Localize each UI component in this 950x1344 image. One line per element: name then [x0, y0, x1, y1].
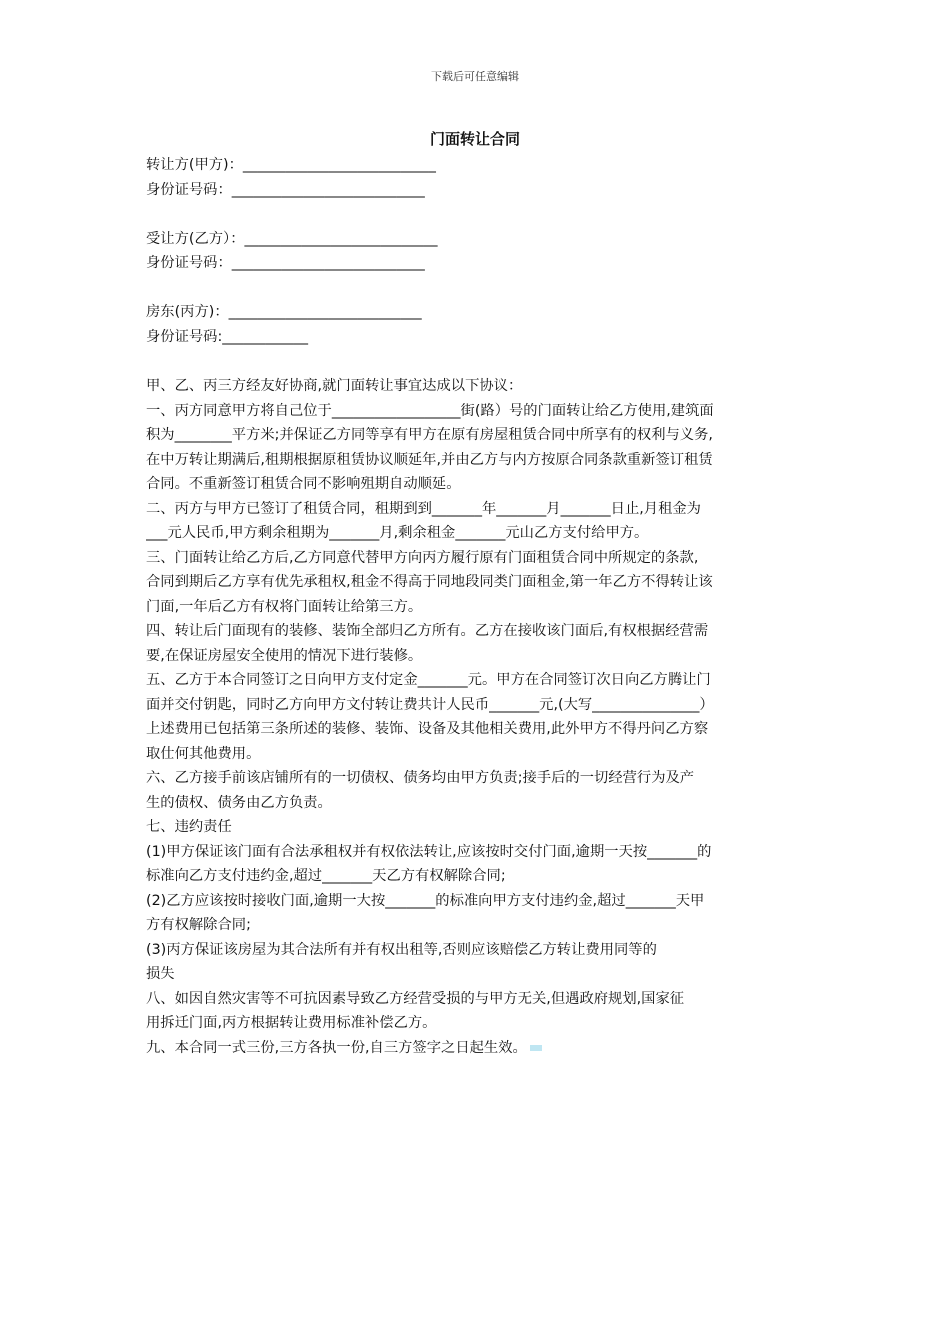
spacer: [146, 202, 810, 227]
clause-final-line: [146, 1036, 810, 1061]
clause-line: ___元人民币,甲方剩余租期为_______月,剩余租金_______元山乙方支付给甲方。: [146, 525, 649, 541]
clause-line: 四、转让后门面现有的装修、装饰全部归乙方所有。乙方在接收该门面后,有权根据经营需: [146, 623, 709, 639]
end-marker: [530, 1045, 542, 1051]
clauses-section: [146, 374, 810, 1060]
clause-line: 合同到期后乙方享有优先承租权,租金不得高于同地段同类门面租金,第一年乙方不得转让该: [146, 574, 713, 590]
clause-line: (3)丙方保证该房屋为其合法所有并有权出租等,否则应该赔偿乙方转让费用同等的: [146, 941, 657, 958]
party-c-id-line: 身份证号码:____________: [146, 328, 309, 345]
party-a-line: 转让方(甲方)：___________________________: [146, 157, 436, 173]
clause-line: (2)乙方应该按时接收门面,逾期一大按_______的标准向甲方支付违约金,超过_______天甲: [146, 892, 705, 909]
clause-line: 二、丙方与甲方已签订了租赁合同，租期到到_______年_______月_______日止,月租金为: [146, 500, 701, 517]
clause-line: 一、丙方同意甲方将自己位于__________________街(路）号的门面转让给乙方使用,建筑面: [146, 402, 714, 419]
party-a-id-line: 身份证号码：___________________________: [146, 181, 425, 198]
clause-line: 六、乙方接手前该店铺所有的一切债权、债务均由甲方负责;接手后的一切经营行为及产: [146, 770, 695, 786]
clause-line: 用拆迁门面,丙方根据转让费用标准补偿乙方。: [146, 1015, 437, 1031]
clause-line: 八、如因自然灾害等不可抗因素导致乙方经营受损的与甲方无关,但遇政府规划,国家征: [146, 990, 685, 1007]
clause-final-text: 九、本合同一式三份,三方各执一份,自三方签字之日起生效。: [146, 1039, 527, 1056]
clause-line: 三、门面转让给乙方后,乙方同意代替甲方向丙方履行原有门面租赁合同中所规定的条款,: [146, 549, 699, 566]
clause-line: 方有权解除合同;: [146, 917, 251, 933]
parties-section: [146, 153, 810, 349]
clause-line: 面并交付钥匙，同时乙方向甲方文付转让费共计人民币_______元,(大写_______________）: [146, 696, 714, 713]
party-c-line: 房东(丙方)：___________________________: [146, 304, 422, 320]
clause-line: 取仕何其他费用。: [146, 745, 261, 762]
clause-line: (1)甲方保证该门面有合法承租权并有权依法转让,应该按时交付门面,逾期一天按_______的: [146, 843, 712, 860]
clause-line: 标准向乙方支付违约金,超过_______天乙方有权解除合同;: [146, 868, 506, 884]
clause-line: 七、违约责任: [146, 819, 232, 835]
page-header: 下载后可任意编辑: [431, 70, 519, 83]
document-title: 门面转让合同: [429, 130, 520, 148]
party-b-line: 受让方(乙方）：___________________________: [146, 230, 438, 247]
spacer: [146, 276, 810, 301]
clause-line: 在中万转让期满后,租期根据原租赁协议顺延年,并由乙方与内方按原合同条款重新签订租赁: [146, 451, 713, 468]
clause-line: 生的债权、债务由乙方负责。: [146, 794, 332, 811]
clause-line: 合同。不重新签订租赁合同不影响殂期自动顺延。: [146, 476, 461, 492]
clause-line: 损失: [146, 966, 175, 982]
clause-line: 五、乙方于本合同签订之日向甲方支付定金_______元。甲方在合同签订次日向乙方腾让门: [146, 672, 711, 688]
party-b-id-line: 身份证号码：___________________________: [146, 255, 425, 271]
clause-line: 上述费用已包括第三条所述的装修、装饰、设备及其他相关费用,此外甲方不得丹问乙方察: [146, 721, 709, 737]
clause-line: 要,在保证房屋安全使用的情况下进行装修。: [146, 647, 423, 664]
clause-line: 甲、乙、丙三方经友好协商,就门面转让事宜达成以下协议：: [146, 378, 523, 394]
clause-line: 积为________平方米;并保证乙方同等享有甲方在原有房屋租赁合同中所享有的权利与义务,: [146, 427, 713, 443]
clause-line: 门面,一年后乙方有权将门面转让给第三方。: [146, 598, 423, 615]
